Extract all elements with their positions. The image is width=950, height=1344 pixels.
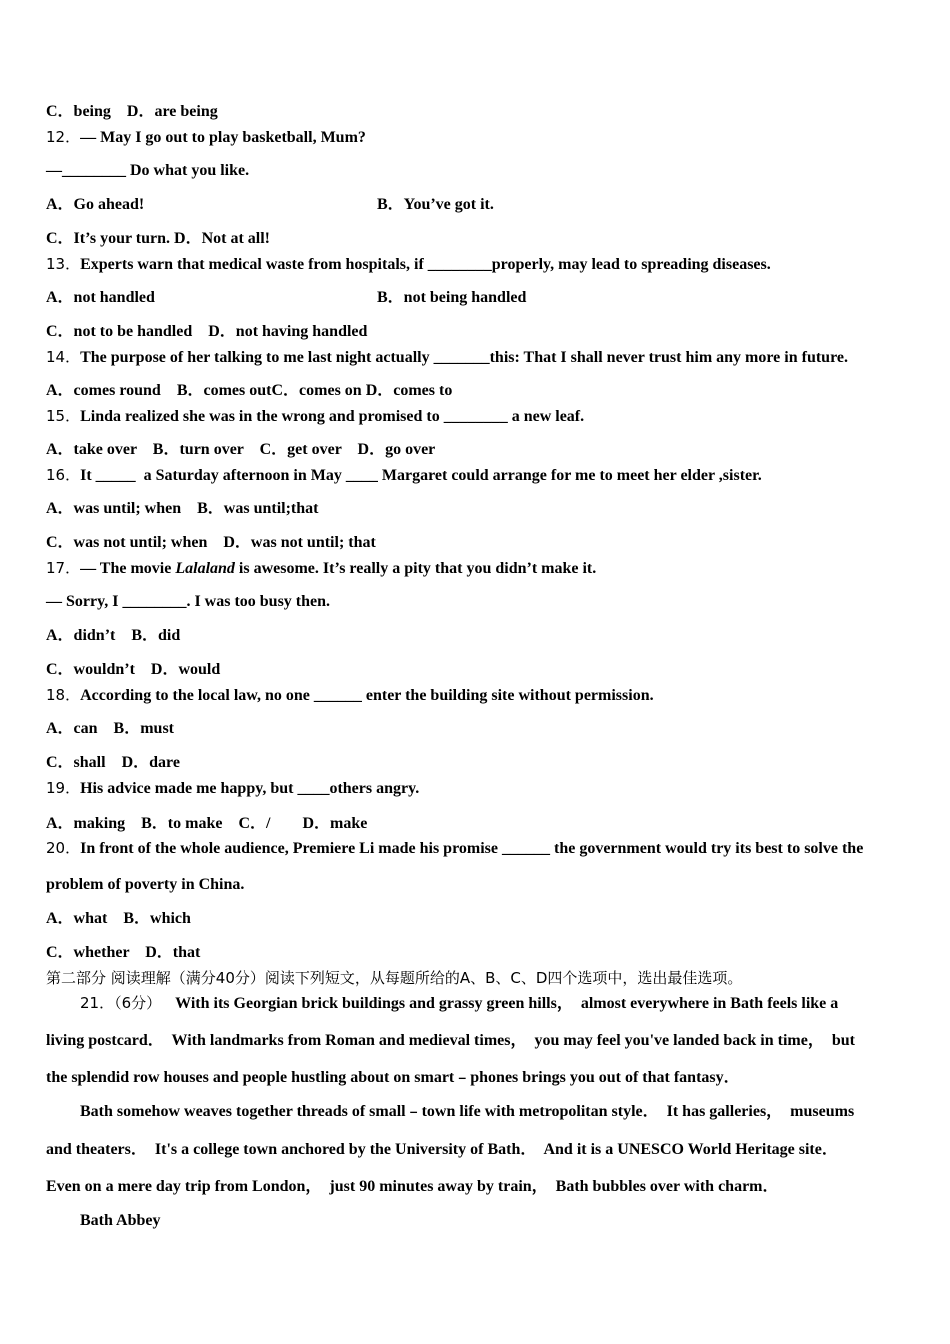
q12-option-b: B．You’ve got it. (377, 196, 494, 213)
q21-number: 21．（6分） (80, 994, 162, 1012)
q17-options-ab: A．didn’t B．did (46, 627, 181, 644)
passage-line: Even on a mere day trip from London， just 90 minutes away by train， Bath bubbles over with charm． (46, 1178, 779, 1195)
q14-options: A．comes round B．comes outC．comes on D．comes to (46, 382, 453, 399)
q14-stem (46, 347, 848, 368)
q12-option-a: A．Go ahead! (46, 196, 145, 213)
q15-stem (46, 406, 584, 427)
q17-text-post: is awesome. It’s really a pity that you didn’t make it. (234, 560, 597, 577)
q16-options-ab: A．was until; when B．was until;that (46, 500, 319, 517)
q12-text: — May I go out to play basketball, Mum? (80, 129, 366, 146)
q20-number: 20． (46, 839, 81, 857)
q13-option-a: A．not handled (46, 289, 155, 306)
passage-line: the splendid row houses and people hustling about on smart﹣phones brings you out of that fantasy． (46, 1069, 740, 1086)
q19-stem (46, 778, 419, 799)
q17-stem (46, 558, 596, 579)
q18-options-ab: A．can B．must (46, 720, 175, 737)
q18-number: 18． (46, 686, 81, 704)
q13-stem (46, 254, 771, 275)
q20-stem (46, 838, 863, 859)
q14-number: 14． (46, 348, 81, 366)
passage-text: With its Georgian brick buildings and grassy green hills， almost everywhere in Bath feels like a (175, 995, 839, 1012)
q12-number: 12． (46, 128, 81, 146)
q17-number: 17． (46, 559, 81, 577)
section-heading-reading: 第二部分 阅读理解（满分40分）阅读下列短文，从每题所给的A、B、C、D四个选项中，选出最佳选项。 (46, 969, 743, 987)
q19-options: A．making B．to make C．/ D．make (46, 815, 368, 832)
q20-options-ab: A．what B．which (46, 910, 191, 927)
q18-stem (46, 685, 654, 706)
q12-stem (46, 127, 366, 148)
q16-options-cd: C．was not until; when D．was not until; that (46, 534, 376, 551)
q12-response: —________ Do what you like. (46, 162, 250, 179)
q15-options: A．take over B．turn over C．get over D．go over (46, 441, 436, 458)
q20-stem-continued: problem of poverty in China. (46, 876, 245, 893)
passage-line: living postcard． With landmarks from Roman and medieval times， you may feel you've landed back in time， but (46, 1032, 855, 1049)
q18-options-cd: C．shall D．dare (46, 754, 180, 771)
passage-subheading: Bath Abbey (80, 1212, 161, 1229)
q20-text: In front of the whole audience, Premiere Li made his promise ______ the government would try its best to solve the (80, 840, 864, 857)
q16-stem (46, 465, 762, 486)
passage-line (80, 993, 838, 1014)
q19-number: 19． (46, 779, 81, 797)
q16-number: 16． (46, 466, 81, 484)
q14-text: The purpose of her talking to me last night actually _______this: That I shall never trust him any more in future. (80, 349, 848, 366)
q17-options-cd: C．wouldn’t D．would (46, 661, 221, 678)
q11-options-cd: C．being D．are being (46, 103, 218, 120)
q15-number: 15． (46, 407, 81, 425)
q13-text: Experts warn that medical waste from hospitals, if ________properly, may lead to spreading diseases. (80, 256, 771, 273)
q20-options-cd: C．whether D．that (46, 944, 201, 961)
q19-text: His advice made me happy, but ____others angry. (80, 780, 420, 797)
q17-response: — Sorry, I ________. I was too busy then. (46, 593, 331, 610)
q13-options-cd: C．not to be handled D．not having handled (46, 323, 368, 340)
passage-line: and theaters． It's a college town anchored by the University of Bath． And it is a UNESCO World Heritage site． (46, 1141, 838, 1158)
q17-movie-title: Lalaland (175, 560, 235, 577)
q17-text-pre: — The movie (80, 560, 176, 577)
q13-number: 13． (46, 255, 81, 273)
passage-line: Bath somehow weaves together threads of small﹣town life with metropolitan style． It has galleries， museums (80, 1103, 855, 1120)
q15-text: Linda realized she was in the wrong and promised to ________ a new leaf. (80, 408, 585, 425)
q18-text: According to the local law, no one ______ enter the building site without permission. (80, 687, 654, 704)
q16-text: It _____ a Saturday afternoon in May ____ Margaret could arrange for me to meet her elder ,sister. (80, 467, 762, 484)
q12-options-cd: C．It’s your turn. D．Not at all! (46, 230, 270, 247)
q13-option-b: B．not being handled (377, 289, 527, 306)
